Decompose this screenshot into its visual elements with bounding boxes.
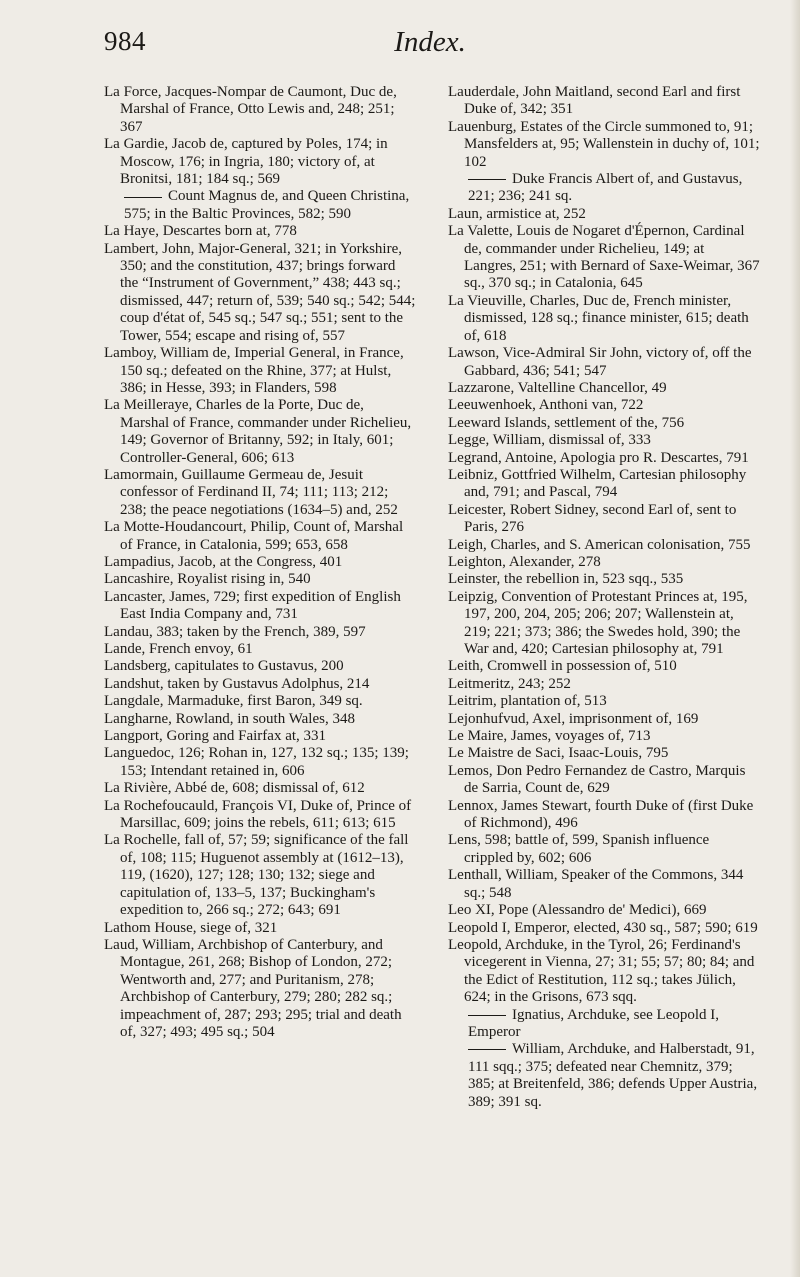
- entry-text: Lenthall, William, Speaker of the Commons, 344 sq.; 548: [448, 867, 744, 901]
- index-entry: [448, 589, 760, 659]
- entry-text: Langdale, Marmaduke, first Baron, 349 sq.: [104, 693, 363, 710]
- index-entry: [448, 380, 760, 397]
- entry-text: Lamormain, Guillaume Germeau de, Jesuit confessor of Ferdinand II, 74; 111; 113; 212; 238; the peace negotiations (1634–5) and, 252: [104, 466, 398, 518]
- entry-text: Leinster, the rebellion in, 523 sqq., 535: [448, 571, 684, 588]
- index-entry: [104, 711, 416, 728]
- index-entry: [104, 624, 416, 641]
- entry-text: Lennox, James Stewart, fourth Duke of (first Duke of Richmond), 496: [448, 797, 754, 832]
- entry-text: Lauderdale, John Maitland, second Earl and first Duke of, 342; 351: [448, 84, 741, 118]
- entry-text: Leibniz, Gottfried Wilhelm, Cartesian philosophy and, 791; and Pascal, 794: [448, 466, 747, 501]
- index-entry: [448, 728, 760, 745]
- entry-text: Lemos, Don Pedro Fernandez de Castro, Marquis de Sarria, Count de, 629: [448, 762, 746, 797]
- index-entry: [104, 920, 416, 937]
- entry-text: Leo XI, Pope (Alessandro de' Medici), 669: [448, 902, 707, 919]
- repeat-dash: [468, 179, 506, 180]
- index-entry: [448, 763, 760, 798]
- entry-text: Laud, William, Archbishop of Canterbury, and Montague, 261, 268; Bishop of London, 272; Wentworth and, 277; and Puritanism, 278; Archbishop of Canterbury, 279; 280; 282 sq.; impeachment of, 287; 293; 295; trial and death of, 327; 493; 495 sq.; 504: [104, 936, 402, 1040]
- entry-text: Lathom House, siege of, 321: [104, 919, 278, 936]
- index-entry: [448, 450, 760, 467]
- entry-text: Landshut, taken by Gustavus Adolphus, 214: [104, 675, 370, 692]
- entry-text: Lazzarone, Valtelline Chancellor, 49: [448, 379, 667, 396]
- page-edge-shadow: [790, 0, 800, 1277]
- index-entry: [448, 467, 760, 502]
- entry-text: Le Maistre de Saci, Isaac-Louis, 795: [448, 745, 669, 762]
- index-entry: [104, 397, 416, 467]
- page-number: 984: [104, 26, 146, 56]
- index-entry: [448, 537, 760, 554]
- index-entry: [104, 641, 416, 658]
- entry-text: Lampadius, Jacob, at the Congress, 401: [104, 553, 343, 570]
- index-entry: [448, 693, 760, 710]
- index-entry: [104, 676, 416, 693]
- index-entry: [448, 920, 760, 937]
- index-entry: [104, 345, 416, 397]
- index-entry: [448, 937, 760, 1007]
- entry-text: Landau, 383; taken by the French, 389, 597: [104, 623, 366, 640]
- index-entry: [448, 415, 760, 432]
- index-entry: [104, 693, 416, 710]
- index-entry: [104, 728, 416, 745]
- index-entry: [448, 798, 760, 833]
- index-entry: [104, 832, 416, 919]
- entry-text: La Valette, Louis de Nogaret d'Épernon, Cardinal de, commander under Richelieu, 149; at Langres, 251; with Bernard of Saxe-Weimar, 367 sq., 370 sq.; in Catalonia, 645: [448, 223, 760, 292]
- page-header: [104, 26, 756, 62]
- index-entry: [448, 397, 760, 414]
- entry-text: Lauenburg, Estates of the Circle summoned to, 91; Mansfelders at, 95; Wallenstein in duchy of, 101; 102: [448, 118, 760, 170]
- entry-text: La Motte-Houdancourt, Philip, Count of, Marshal of France, in Catalonia, 599; 653, 658: [104, 519, 404, 553]
- entry-text: Leeward Islands, settlement of the, 756: [448, 414, 685, 431]
- entry-text: Leitmeritz, 243; 252: [448, 675, 571, 692]
- index-subentry: [104, 188, 416, 223]
- index-entry: [104, 223, 416, 240]
- index-entry: [104, 571, 416, 588]
- index-entry: [104, 467, 416, 519]
- entry-text: Laun, armistice at, 252: [448, 205, 586, 222]
- entry-text: Landsberg, capitulates to Gustavus, 200: [104, 658, 344, 675]
- entry-text: Langharne, Rowland, in south Wales, 348: [104, 710, 355, 727]
- entry-text: Count Magnus de, and Queen Christina, 575; in the Baltic Provinces, 582; 590: [124, 188, 410, 222]
- entry-text: Leighton, Alexander, 278: [448, 553, 601, 570]
- index-entry: [448, 502, 760, 537]
- index-columns: [104, 84, 760, 1111]
- entry-text: La Haye, Descartes born at, 778: [104, 223, 297, 240]
- entry-text: La Force, Jacques-Nompar de Caumont, Duc de, Marshal of France, Otto Lewis and, 248; 251; 367: [104, 84, 397, 135]
- entry-text: Lancaster, James, 729; first expedition of English East India Company and, 731: [104, 588, 401, 623]
- index-entry: [104, 241, 416, 345]
- index-entry: [448, 711, 760, 728]
- entry-text: Duke Francis Albert of, and Gustavus, 221; 236; 241 sq.: [468, 171, 743, 205]
- entry-text: Lancashire, Royalist rising in, 540: [104, 571, 311, 588]
- index-entry: [104, 658, 416, 675]
- entry-text: Le Maire, James, voyages of, 713: [448, 728, 651, 745]
- entry-text: La Rivière, Abbé de, 608; dismissal of, 612: [104, 780, 365, 797]
- left-column: [104, 84, 416, 1111]
- index-entry: [448, 119, 760, 171]
- index-subentry: [448, 1007, 760, 1042]
- index-entry: [448, 832, 760, 867]
- index-entry: [448, 293, 760, 345]
- entry-text: La Vieuville, Charles, Duc de, French minister, dismissed, 128 sq.; finance minister, 615; death of, 618: [448, 292, 749, 344]
- entry-text: Lens, 598; battle of, 599, Spanish influence crippled by, 602; 606: [448, 832, 710, 866]
- index-entry: [104, 780, 416, 797]
- index-entry: [448, 676, 760, 693]
- entry-text: Lawson, Vice-Admiral Sir John, victory of, off the Gabbard, 436; 541; 547: [448, 345, 752, 379]
- index-entry: [448, 571, 760, 588]
- repeat-dash: [468, 1049, 506, 1050]
- index-entry: [104, 798, 416, 833]
- index-entry: [448, 223, 760, 293]
- entry-text: Leopold I, Emperor, elected, 430 sq., 587; 590; 619: [448, 919, 758, 936]
- entry-text: La Meilleraye, Charles de la Porte, Duc de, Marshal of France, commander under Richelieu, 149; Governor of Britanny, 592; in Italy, 601; Controller-General, 606; 613: [104, 397, 412, 466]
- entry-text: Lamboy, William de, Imperial General, in France, 150 sq.; defeated on the Rhine, 377; at Hulst, 386; in Hesse, 393; in Flanders, 598: [104, 345, 404, 396]
- entry-text: Leigh, Charles, and S. American colonisation, 755: [448, 536, 751, 553]
- index-entry: [104, 937, 416, 1041]
- entry-text: Leicester, Robert Sidney, second Earl of, sent to Paris, 276: [448, 501, 737, 536]
- index-entry: [448, 658, 760, 675]
- index-subentry: [448, 1041, 760, 1111]
- entry-text: Legge, William, dismissal of, 333: [448, 432, 651, 449]
- repeat-dash: [124, 197, 162, 198]
- entry-text: Langport, Goring and Fairfax at, 331: [104, 728, 327, 745]
- index-entry: [104, 519, 416, 554]
- index-entry: [104, 554, 416, 571]
- index-entry: [104, 136, 416, 188]
- index-entry: [448, 745, 760, 762]
- entry-text: La Rochelle, fall of, 57; 59; significance of the fall of, 108; 115; Huguenot assembly at (1612–13), 119, (1620), 127; 128; 130; 132; siege and capitulation of, 133–5, 137; Buckingham's expedition to, 266 sq.; 272; 643; 691: [104, 832, 409, 919]
- entry-text: Legrand, Antoine, Apologia pro R. Descartes, 791: [448, 449, 749, 466]
- entry-text: Lande, French envoy, 61: [104, 641, 253, 657]
- entry-text: Leitrim, plantation of, 513: [448, 693, 607, 710]
- running-title: Index.: [394, 26, 466, 58]
- entry-text: William, Archduke, and Halberstadt, 91, 111 sqq.; 375; defeated near Chemnitz, 379; 385; at Breitenfeld, 386; defends Upper Austria, 389; 391 sq.: [468, 1041, 758, 1110]
- index-entry: [448, 345, 760, 380]
- index-subentry: [448, 171, 760, 206]
- index-entry: [448, 432, 760, 449]
- index-entry: [448, 867, 760, 902]
- index-entry: [448, 206, 760, 223]
- entry-text: Leipzig, Convention of Protestant Princes at, 195, 197, 200, 204, 205; 206; 207; Wallenstein at, 219; 221; 373; 386; the Swedes hold, 390; the War and, 420; Cartesian philosophy at, 791: [448, 588, 748, 657]
- entry-text: Leopold, Archduke, in the Tyrol, 26; Ferdinand's vicegerent in Vienna, 27; 31; 55; 57; 80; 84; and the Edict of Restitution, 112 sq.; takes Jülich, 624; in the Grisons, 673 sqq.: [448, 936, 755, 1006]
- index-entry: [448, 554, 760, 571]
- entry-text: Leith, Cromwell in possession of, 510: [448, 658, 677, 675]
- entry-text: La Rochefoucauld, François VI, Duke of, Prince of Marsillac, 609; joins the rebels, 611; 613; 615: [104, 797, 412, 832]
- index-entry: [104, 745, 416, 780]
- entry-text: La Gardie, Jacob de, captured by Poles, 174; in Moscow, 176; in Ingria, 180; victory of, at Bronitsi, 181; 184 sq.; 569: [104, 136, 388, 188]
- entry-text: Languedoc, 126; Rohan in, 127, 132 sq.; 135; 139; 153; Intendant retained in, 606: [104, 745, 409, 779]
- index-entry: [448, 902, 760, 919]
- index-entry: [104, 589, 416, 624]
- repeat-dash: [468, 1015, 506, 1016]
- entry-text: Leeuwenhoek, Anthoni van, 722: [448, 397, 644, 414]
- index-entry: [104, 84, 416, 136]
- entry-text: Lejonhufvud, Axel, imprisonment of, 169: [448, 710, 699, 727]
- index-entry: [448, 84, 760, 119]
- entry-text: Ignatius, Archduke, see Leopold I, Emperor: [468, 1006, 720, 1040]
- right-column: [448, 84, 760, 1111]
- entry-text: Lambert, John, Major-General, 321; in Yorkshire, 350; and the constitution, 437; brings forward the “Instrument of Government,” 438; 443 sq.; dismissed, 447; return of, 539; 540 sq.; 542; 544; coup d'état of, 545 sq.; 547 sq.; 551; sent to the Tower, 554; escape and rising of, 557: [104, 240, 416, 344]
